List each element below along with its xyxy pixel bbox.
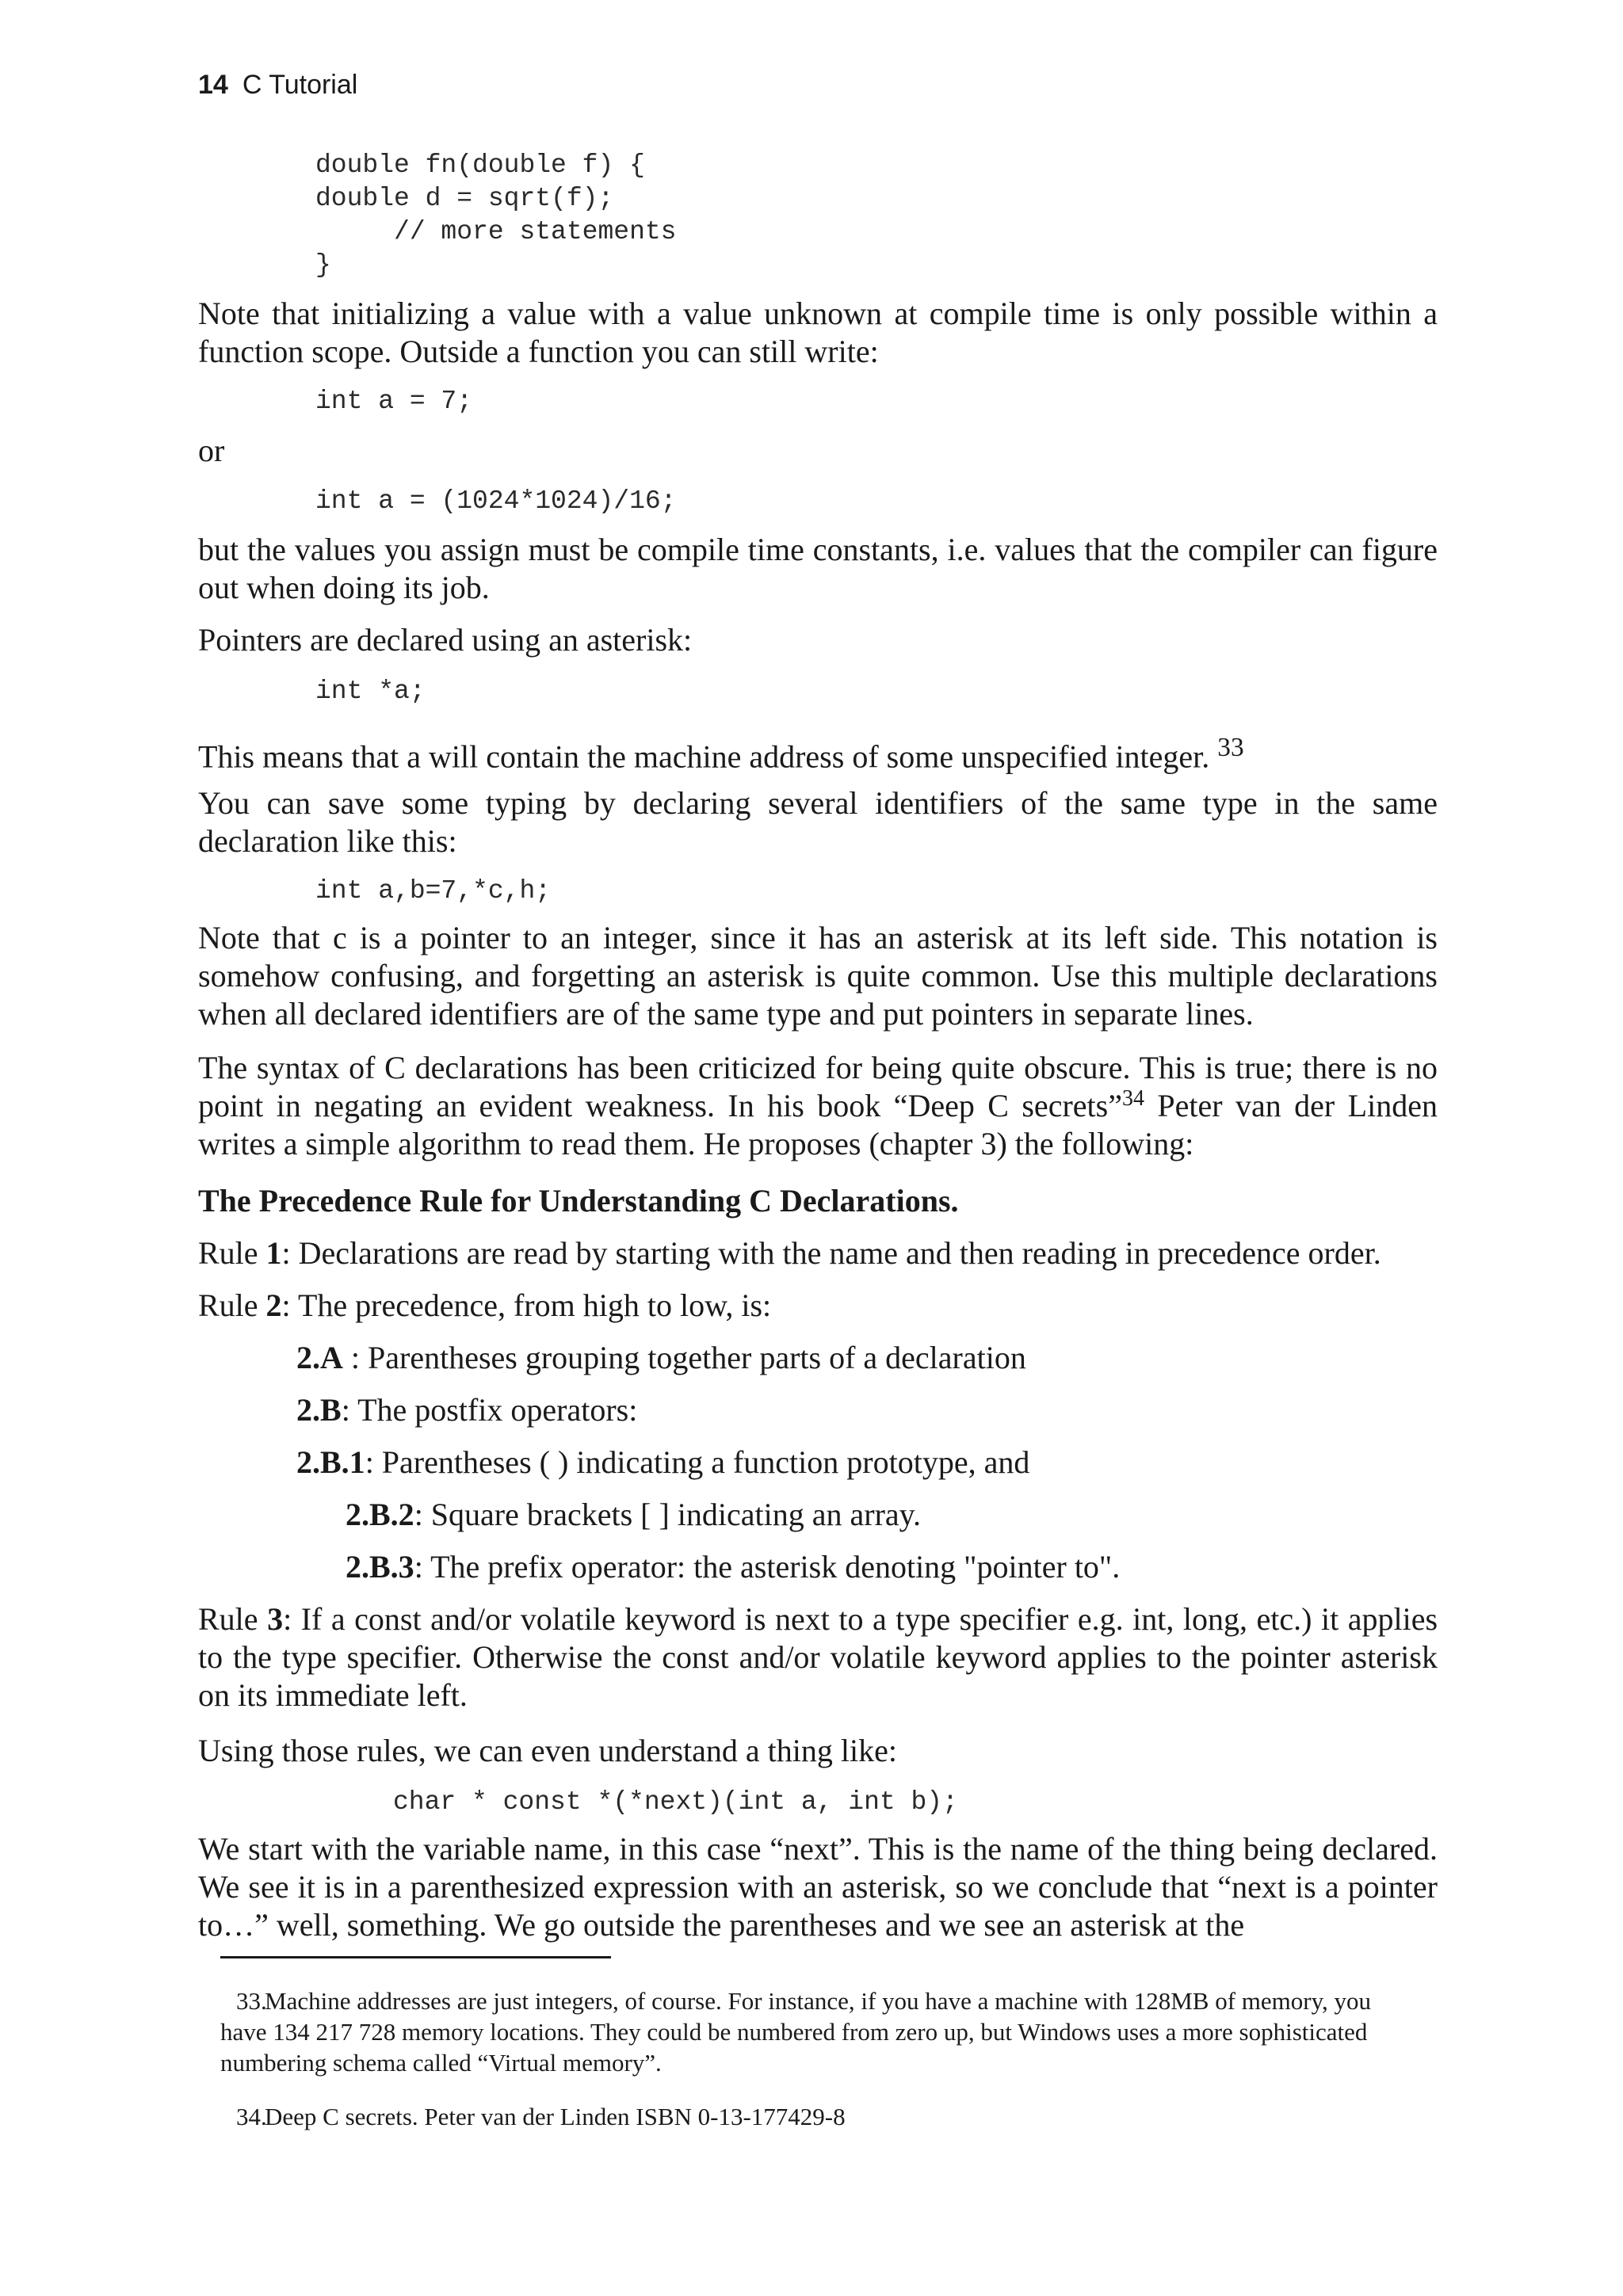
rule-number: 2.B xyxy=(296,1392,342,1428)
paragraph: We start with the variable name, in this case “next”. This is the name of the thing being declared. We see it is in a parenthesized expression with an asterisk, so we conclude that “next is a pointer to…” well, something. We go outside the parentheses and we see an asterisk at the xyxy=(198,1831,1438,1943)
running-header xyxy=(198,70,357,101)
code-line: double d = sqrt(f); xyxy=(315,184,614,213)
paragraph: Using those rules, we can even understand a thing like: xyxy=(198,1733,897,1768)
rule-number: 2.B.3 xyxy=(346,1549,414,1585)
footnote-ref: 33 xyxy=(1217,733,1244,762)
code-line: char * const *(*next)(int a, int b); xyxy=(393,1787,958,1817)
rule-subitem xyxy=(296,1391,637,1429)
rule-item xyxy=(198,1234,1381,1272)
rule-subitem xyxy=(346,1548,1120,1586)
code-line: double fn(double f) { xyxy=(315,151,645,180)
footnote-ref: 34 xyxy=(1121,1086,1144,1111)
rule-label: Rule xyxy=(198,1287,266,1323)
code-line: int *a; xyxy=(315,677,426,706)
rule-item xyxy=(198,1600,1438,1714)
rule-number: 2 xyxy=(265,1287,282,1323)
rule-subitem xyxy=(346,1496,921,1534)
rule-text: : Declarations are read by starting with the name and then reading in precedence order. xyxy=(281,1235,1381,1271)
code-line: } xyxy=(315,250,331,280)
rule-text: : Parentheses grouping together parts of a declaration xyxy=(342,1340,1026,1375)
footnote-text: Deep C secrets. Peter van der Linden ISBN 0-13-177429-8 xyxy=(265,2103,846,2130)
rule-text: : If a const and/or volatile keyword is next to a type specifier e.g. int, long, etc.) it applies to the type specifier. Otherwise the const and/or volatile keyword applies to the pointer asterisk on its immediate left. xyxy=(198,1601,1438,1713)
rule-text: : The postfix operators: xyxy=(341,1392,638,1428)
paragraph: or xyxy=(198,433,225,468)
rule-number: 2.B.2 xyxy=(346,1497,414,1532)
rule-number: 3 xyxy=(267,1601,284,1637)
rule-number: 2.B.1 xyxy=(296,1444,365,1480)
rule-label: Rule xyxy=(198,1235,266,1271)
paragraph: Note that initializing a value with a value unknown at compile time is only possible within a function scope. Outside a function you can still write: xyxy=(198,296,1438,369)
footnote-text: Machine addresses are just integers, of course. For instance, if you have a machine with 128MB of memory, you have 134 217 728 memory locations. They could be numbered from zero up, but Windows uses a more sophisticated numbering schema called “Virtual memory”. xyxy=(220,1987,1372,2077)
rule-number: 1 xyxy=(265,1235,282,1271)
paragraph: but the values you assign must be compile time constants, i.e. values that the compiler can figure out when doing its job. xyxy=(198,532,1438,605)
paragraph: Note that c is a pointer to an integer, since it has an asterisk at its left side. This notation is somehow confusing, and forgetting an asterisk is quite common. Use this multiple declarations when all declared identifiers are of the same type and put pointers in separate lines. xyxy=(198,920,1438,1032)
rule-item xyxy=(198,1287,771,1325)
paragraph xyxy=(198,1049,1438,1163)
paragraph xyxy=(198,729,1244,776)
code-line: int a = 7; xyxy=(315,387,473,416)
footnote-number: 34. xyxy=(236,2103,267,2130)
footnote-number: 33. xyxy=(236,1987,267,2015)
rule-subitem xyxy=(296,1339,1026,1377)
paragraph-text: The syntax of C declarations has been criticized for being quite obscure. This is true; there is no point in negating an evident weakness. In his book “Deep C secrets” xyxy=(198,1050,1438,1123)
rule-text: : The precedence, from high to low, is: xyxy=(281,1287,772,1323)
rule-number: 2.A xyxy=(296,1340,343,1375)
code-line: // more statements xyxy=(315,217,677,246)
rule-subitem xyxy=(296,1444,1029,1482)
code-line: int a,b=7,*c,h; xyxy=(315,876,552,906)
rule-text: : Parentheses ( ) indicating a function prototype, and xyxy=(365,1444,1030,1480)
footnote xyxy=(220,1985,1415,2078)
rule-text: : The prefix operator: the asterisk denoting "pointer to". xyxy=(414,1549,1121,1585)
code-line: int a = (1024*1024)/16; xyxy=(315,486,677,516)
paragraph: Pointers are declared using an asterisk: xyxy=(198,622,693,658)
rule-text: : Square brackets [ ] indicating an array. xyxy=(414,1497,922,1532)
rule-label: Rule xyxy=(198,1601,268,1637)
running-title: C Tutorial xyxy=(242,70,358,100)
section-heading: The Precedence Rule for Understanding C Declarations. xyxy=(198,1183,959,1219)
paragraph-text: Peter van der Linden writes a simple algorithm to read them. He proposes (chapter 3) the following: xyxy=(198,1088,1438,1161)
paragraph-text: This means that a will contain the machine address of some unspecified integer. xyxy=(198,738,1210,775)
paragraph: You can save some typing by declaring several identifiers of the same type in the same declaration like this: xyxy=(198,785,1438,859)
page-number: 14 xyxy=(198,70,228,100)
footnote xyxy=(220,2101,1415,2132)
footnote-separator xyxy=(220,1956,611,1958)
